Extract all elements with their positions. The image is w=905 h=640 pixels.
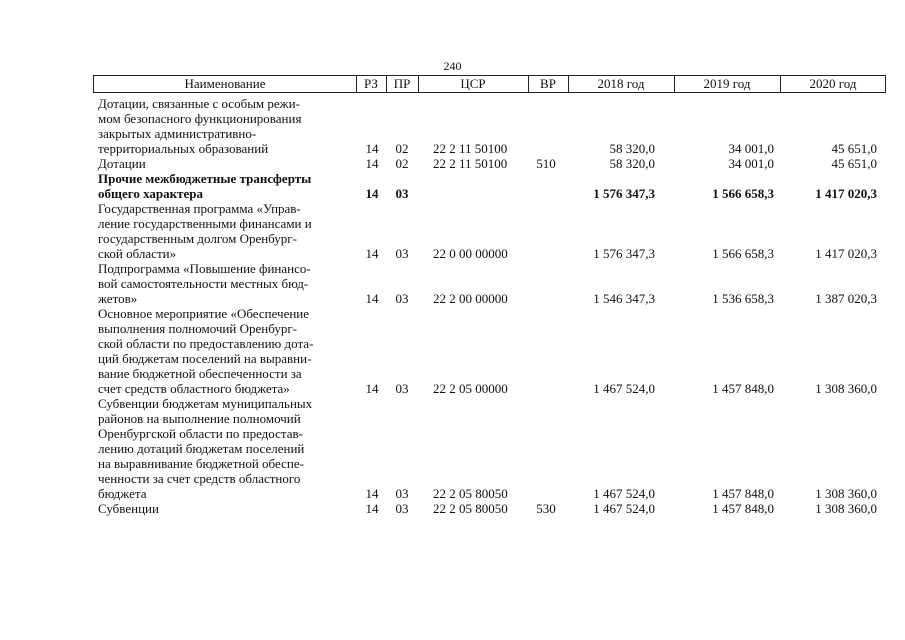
col-header-2020: 2020 год [809, 76, 857, 91]
cell-pr: 03 [395, 381, 409, 396]
cell-csr: 22 2 11 50100 [433, 141, 508, 156]
row-name-line: Основное мероприятие «Обеспечение [98, 306, 310, 321]
row-name-line: выполнения полномочий Оренбург- [98, 321, 297, 336]
row-name-line: счет средств областного бюджета» [98, 381, 290, 396]
row-name-line: территориальных образований [98, 141, 269, 156]
row-name-line: Дотации, связанные с особым режи- [98, 96, 300, 111]
table-header [93, 75, 886, 93]
cell-pr: 03 [395, 486, 409, 501]
row-name-line: Прочие межбюджетные трансферты [98, 171, 312, 186]
cell-csr: 22 2 05 80050 [433, 501, 508, 516]
cell-pr: 03 [395, 246, 409, 261]
table-row [0, 396, 905, 501]
row-name-line: Субвенции бюджетам муниципальных [98, 396, 313, 411]
cell-2020: 1 417 020,3 [815, 246, 877, 261]
col-header-name: Наименование [184, 76, 266, 91]
table-row [0, 306, 905, 396]
cell-csr: 22 2 11 50100 [433, 156, 508, 171]
cell-2018: 1 576 347,3 [593, 246, 655, 261]
row-name [98, 261, 338, 306]
row-name-line: мом безопасного функционирования [98, 111, 302, 126]
cell-2019: 1 536 658,3 [712, 291, 774, 306]
row-name-line: общего характера [98, 186, 204, 201]
cell-2018: 1 467 524,0 [593, 381, 655, 396]
cell-2019: 1 457 848,0 [712, 501, 774, 516]
cell-2020: 45 651,0 [831, 156, 877, 171]
row-name-line: лению дотаций бюджетам поселений [98, 441, 305, 456]
cell-2019: 1 457 848,0 [712, 381, 774, 396]
cell-2018: 1 546 347,3 [593, 291, 655, 306]
row-name-line: ченности за счет средств областного [98, 471, 301, 486]
col-header-2019: 2019 год [703, 76, 751, 91]
row-name-line: Субвенции [98, 501, 159, 516]
table-row [0, 156, 905, 171]
cell-2020: 1 417 020,3 [815, 186, 877, 201]
row-name-line: государственным долгом Оренбург- [98, 231, 297, 246]
row-name-line: районов на выполнение полномочий [98, 411, 301, 426]
cell-2019: 34 001,0 [728, 141, 774, 156]
cell-2019: 1 457 848,0 [712, 486, 774, 501]
col-header-rz: РЗ [364, 76, 378, 91]
row-name-line: вой самостоятельности местных бюд- [98, 276, 309, 291]
row-name-line: ление государственными финансами и [98, 216, 312, 231]
row-name-line: бюджета [98, 486, 147, 501]
row-name-line: жетов» [98, 291, 138, 306]
cell-2018: 58 320,0 [609, 141, 655, 156]
cell-rz: 14 [365, 156, 379, 171]
cell-csr: 22 2 00 00000 [433, 291, 508, 306]
row-name-line: ской области» [98, 246, 177, 261]
row-name [98, 171, 338, 201]
row-name-line: ций бюджетам поселений на выравни- [98, 351, 312, 366]
cell-csr: 22 2 05 80050 [433, 486, 508, 501]
row-name-line: закрытых административно- [98, 126, 257, 141]
cell-rz: 14 [365, 141, 379, 156]
cell-2020: 1 308 360,0 [815, 381, 877, 396]
cell-csr: 22 2 05 00000 [433, 381, 508, 396]
row-name-line: на выравнивание бюджетной обеспе- [98, 456, 304, 471]
cell-rz: 14 [365, 486, 379, 501]
row-name [98, 201, 338, 261]
cell-2019: 1 566 658,3 [712, 246, 774, 261]
col-header-2018: 2018 год [597, 76, 645, 91]
row-name [98, 156, 338, 171]
cell-pr: 02 [395, 156, 409, 171]
col-header-vr: ВР [540, 76, 556, 91]
row-name-line: Дотации [98, 156, 146, 171]
col-header-pr: ПР [393, 76, 411, 91]
cell-2019: 34 001,0 [728, 156, 774, 171]
cell-rz: 14 [365, 246, 379, 261]
cell-2020: 45 651,0 [831, 141, 877, 156]
cell-2020: 1 308 360,0 [815, 486, 877, 501]
cell-2019: 1 566 658,3 [712, 186, 774, 201]
cell-pr: 03 [395, 291, 409, 306]
cell-csr: 22 0 00 00000 [433, 246, 508, 261]
cell-rz: 14 [365, 501, 379, 516]
cell-pr: 02 [395, 141, 409, 156]
cell-rz: 14 [365, 291, 379, 306]
row-name-line: Оренбургской области по предостав- [98, 426, 303, 441]
cell-2018: 58 320,0 [609, 156, 655, 171]
cell-pr: 03 [395, 186, 409, 201]
row-name-line: Подпрограмма «Повышение финансо- [98, 261, 311, 276]
cell-vr: 510 [536, 156, 556, 171]
row-name-line: Государственная программа «Управ- [98, 201, 301, 216]
cell-rz: 14 [365, 186, 379, 201]
row-name [98, 96, 338, 156]
table-row [0, 501, 905, 516]
cell-2018: 1 467 524,0 [593, 486, 655, 501]
cell-2020: 1 387 020,3 [815, 291, 877, 306]
cell-2018: 1 467 524,0 [593, 501, 655, 516]
table-row [0, 261, 905, 306]
cell-2020: 1 308 360,0 [815, 501, 877, 516]
col-header-csr: ЦСР [460, 76, 486, 91]
row-name [98, 501, 338, 516]
row-name-line: ской области по предоставлению дота- [98, 336, 314, 351]
table-row [0, 201, 905, 261]
cell-vr: 530 [536, 501, 556, 516]
cell-2018: 1 576 347,3 [593, 186, 655, 201]
table-row [0, 96, 905, 156]
cell-rz: 14 [365, 381, 379, 396]
page-number: 240 [443, 59, 462, 73]
cell-pr: 03 [395, 501, 409, 516]
row-name-line: вание бюджетной обеспеченности за [98, 366, 302, 381]
row-name [98, 306, 338, 396]
table-row [0, 171, 905, 201]
row-name [98, 396, 338, 501]
